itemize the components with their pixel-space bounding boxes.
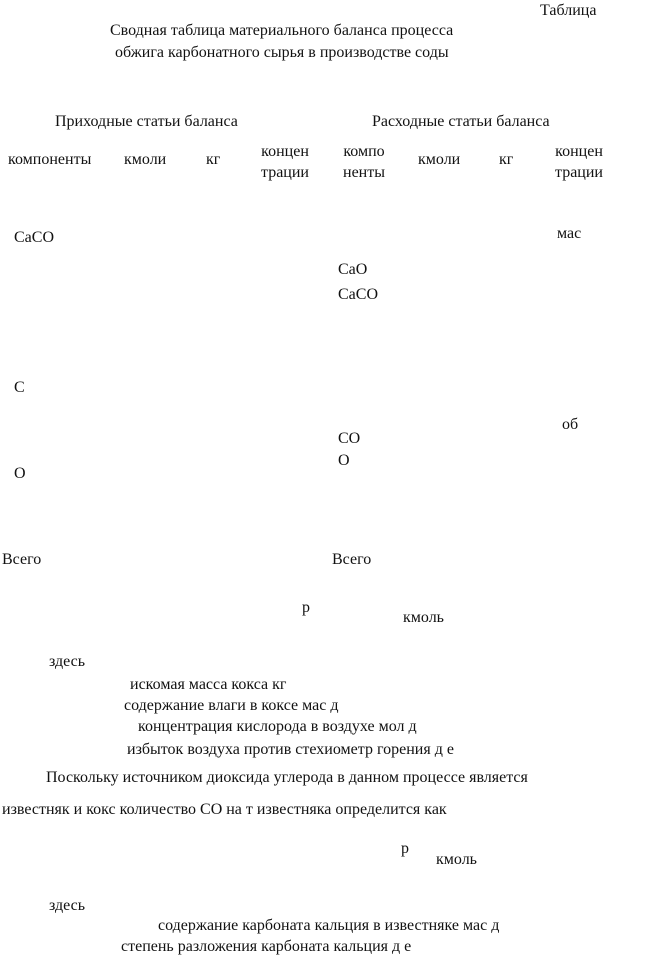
where2-line-2: степень разложения карбоната кальция д е [121, 938, 412, 955]
left-row-o: O [14, 465, 26, 482]
table-label: Таблица [540, 2, 597, 19]
where1-line-4: избыток воздуха против стехиометр горения д е [127, 741, 454, 758]
col-components: компоненты [8, 151, 92, 168]
unit-mas: мас [557, 225, 582, 242]
title-line-1: Сводная таблица материального баланса процесса [110, 22, 454, 39]
formula1-unit: кмоль [403, 609, 444, 626]
col-kmol-right: кмоли [418, 151, 461, 168]
col-kmol-left: кмоли [124, 151, 167, 168]
left-row-c: C [14, 379, 25, 396]
formula1-symbol: р [302, 599, 310, 616]
formula2-symbol: р [401, 840, 409, 857]
right-row-caco: CaCO [338, 286, 378, 303]
formula2-unit: кмоль [436, 851, 477, 868]
col-comp-right-line2: ненты [343, 164, 385, 181]
col-comp-right-line1: компо [343, 143, 385, 160]
total-right: Всего [332, 551, 372, 568]
paragraph-line-2: известняк и кокс количество CO на т известняка определится как [2, 801, 447, 818]
title-line-2: обжига карбонатного сырья в производстве соды [115, 44, 449, 61]
unit-ob: об [562, 416, 579, 433]
where1-line-1: искомая масса кокса кг [130, 676, 287, 693]
where1-label: здесь [49, 653, 86, 670]
where2-line-1: содержание карбоната кальция в известняке мас д [158, 917, 500, 934]
income-header: Приходные статьи баланса [55, 113, 238, 130]
col-conc-left-line2: трации [261, 164, 309, 181]
col-conc-right-line1: концен [555, 143, 603, 160]
where2-label: здесь [49, 897, 86, 914]
right-row-co: CO [338, 430, 361, 447]
expense-header: Расходные статьи баланса [372, 113, 550, 130]
total-left: Всего [2, 551, 42, 568]
where1-line-3: концентрация кислорода в воздухе мол д [138, 718, 417, 735]
col-kg-left: кг [206, 151, 221, 168]
where1-line-2: содержание влаги в коксе мас д [124, 697, 339, 714]
col-conc-left-line1: концен [261, 143, 309, 160]
right-row-o: O [338, 452, 350, 469]
col-conc-right-line2: трации [555, 164, 603, 181]
right-row-cao: CaO [338, 261, 368, 278]
col-kg-right: кг [499, 151, 514, 168]
left-row-caco: CaCO [14, 229, 54, 246]
paragraph-line-1: Поскольку источником диоксида углерода в данном процессе является [46, 769, 528, 786]
